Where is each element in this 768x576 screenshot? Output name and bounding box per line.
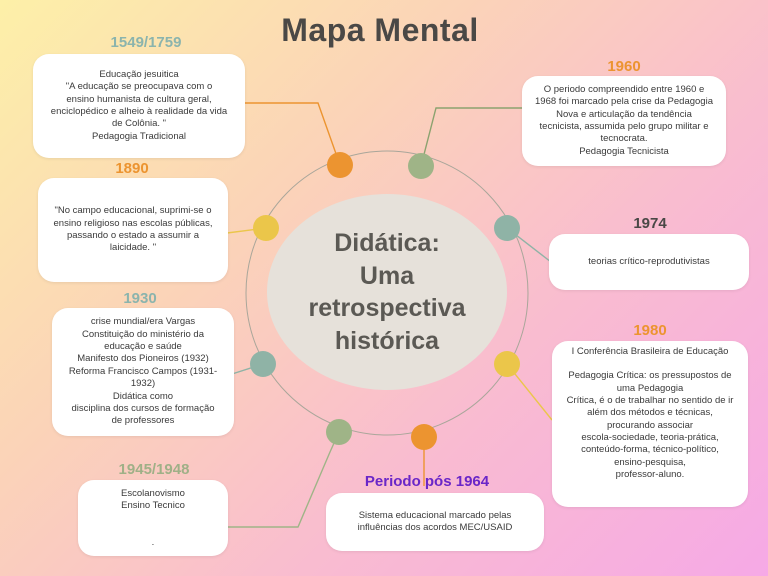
node-text: Pedagogia Tradicional [91, 130, 186, 142]
node-text [558, 358, 742, 370]
node-text: de Colônia. " [111, 118, 167, 130]
connector-1549 [244, 103, 340, 165]
node-text: Manifesto dos Pioneiros (1932) [77, 353, 209, 365]
node-text: Nova e articulação da tendência [556, 108, 692, 120]
node-text: . [151, 536, 155, 548]
node-text: I Conferência Brasileira de Educação [571, 346, 729, 357]
node-year-1980: 1980 [633, 322, 667, 339]
node-text: laicidade. " [109, 242, 157, 254]
node-text: ensino-pesquisa, [614, 456, 686, 468]
central-topic-line: Uma [359, 261, 415, 290]
node-text: professor-aluno. [615, 469, 685, 481]
node-year-1945: 1945/1948 [118, 461, 190, 478]
node-text: teorias crítico-reprodutivistas [588, 255, 710, 267]
node-text: passando o estado a assumir a [66, 230, 200, 241]
node-text: tecnicista, assumida pelo grupo militar e [539, 121, 709, 132]
node-box-1960 [522, 76, 726, 166]
node-year-1930: 1930 [123, 290, 157, 307]
node-text: Crítica, é o de trabalhar no sentido de ir [566, 395, 734, 407]
node-text: de professores [111, 415, 175, 427]
node-text: ensino humanista de cultura geral, [66, 93, 212, 105]
node-year-1960: 1960 [607, 58, 641, 75]
node-text [88, 525, 218, 537]
node-box-1980 [552, 341, 748, 507]
node-text: Pedagogia Crítica: os pressupostos de [568, 370, 732, 382]
node-text: disciplina dos cursos de formação [71, 402, 215, 414]
node-text: "No campo educacional, suprimi-se o [54, 205, 212, 217]
central-topic [267, 194, 507, 390]
node-text: Didática como [112, 390, 174, 402]
node-box-1549 [33, 54, 245, 158]
node-box-1964 [326, 493, 544, 551]
node-dot-1945 [326, 419, 352, 445]
node-text: Reforma Francisco Campos (1931- [68, 365, 218, 377]
node-text: conteúdo-forma, técnico-político, [581, 444, 719, 456]
node-text: além dos métodos e técnicas, [587, 407, 713, 419]
node-text: 1932) [130, 378, 156, 390]
central-topic-line: Didática: [334, 229, 440, 257]
node-year-1964: Periodo pós 1964 [364, 473, 490, 490]
node-dot-1960 [408, 153, 434, 179]
node-text: 1968 foi marcado pela crise da Pedagogia [535, 96, 713, 108]
node-dot-1964 [411, 424, 437, 450]
node-text: educação e saúde [104, 341, 182, 353]
node-text: ensino religioso nas escolas públicas, [53, 217, 213, 229]
node-text: crise mundial/era Vargas [90, 316, 196, 328]
node-text: uma Pedagogia [616, 382, 684, 394]
node-box-1890 [38, 178, 228, 282]
node-dot-1980 [494, 351, 520, 377]
node-text: Sistema educacional marcado pelas [358, 509, 512, 521]
node-text: enciclopédico e alheio à realidade da vida [50, 106, 228, 117]
node-text: tecnocrata. [600, 133, 648, 145]
node-year-1549: 1549/1759 [110, 34, 182, 51]
node-box-1974 [549, 234, 749, 290]
central-topic-line: histórica [334, 326, 440, 355]
connector-1960 [421, 108, 522, 166]
node-year-1974: 1974 [633, 215, 667, 232]
node-text: Constituição do ministério da [82, 328, 204, 340]
node-text: "A educação se preocupava com o [65, 81, 213, 93]
connector-1945 [227, 432, 339, 527]
node-dot-1974 [494, 215, 520, 241]
node-text: procurando associar [606, 419, 694, 431]
node-year-1890: 1890 [115, 160, 149, 177]
node-dot-1549 [327, 152, 353, 178]
node-text: influências dos acordos MEC/USAID [357, 522, 513, 533]
page-title: Mapa Mental [281, 12, 479, 48]
node-dot-1890 [253, 215, 279, 241]
node-dot-1930 [250, 351, 276, 377]
node-text: O periodo compreendido entre 1960 e [543, 83, 705, 95]
node-box-1930 [52, 308, 234, 436]
node-text: Escolanovismo [121, 488, 185, 499]
node-text: Educação jesuitica [99, 68, 179, 80]
node-text: Ensino Tecnico [121, 500, 185, 512]
node-text [88, 513, 218, 525]
node-text: Pedagogia Tecnicista [579, 145, 669, 157]
node-box-1945 [78, 480, 228, 556]
central-topic-line: retrospectiva [308, 294, 466, 322]
node-text: escola-sociedade, teoria-prática, [581, 432, 719, 444]
